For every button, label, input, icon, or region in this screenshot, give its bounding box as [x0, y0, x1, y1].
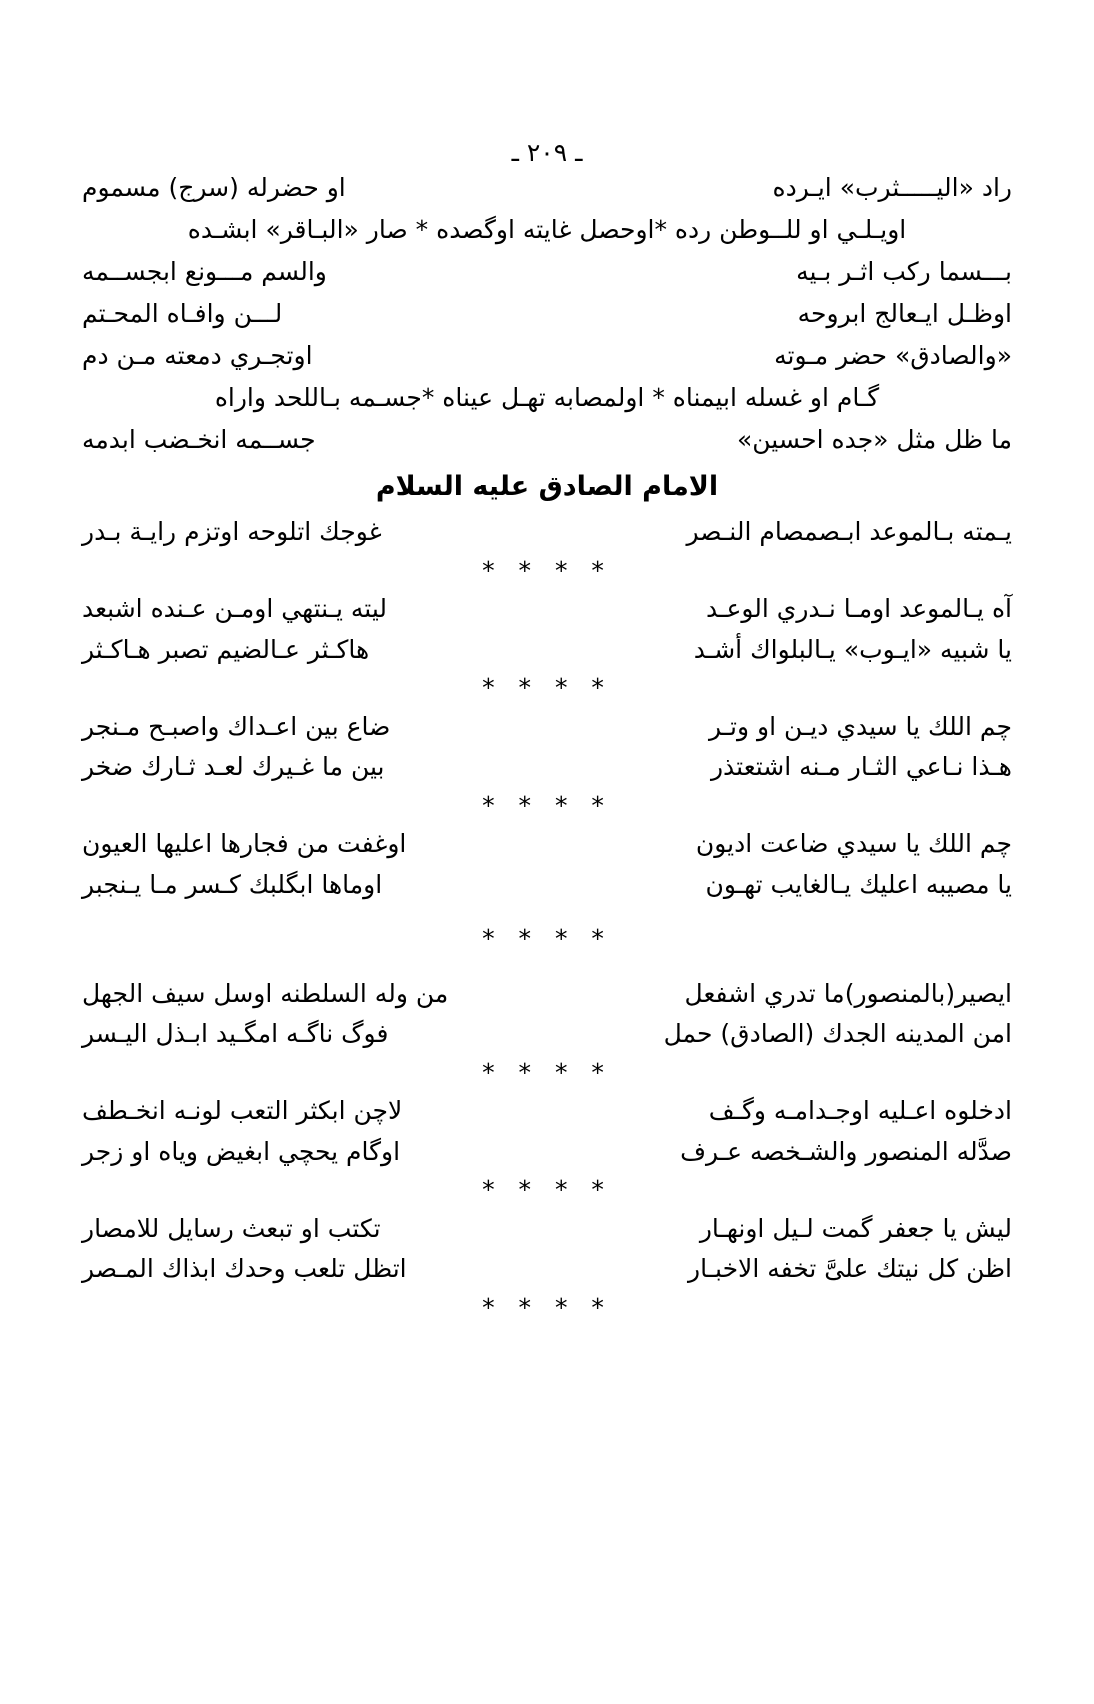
hemistich-right: بـــسما ركب اثـر بـيه: [796, 257, 1012, 286]
hemistich-right: يا مصيبه اعليك يـالغايب تهـون: [705, 869, 1012, 899]
hemistich-left: بين ما غـيرك لعـد ثـارك ضخر: [82, 752, 385, 781]
stars-separator: * * * *: [482, 673, 612, 702]
hemistich-right: اوظـل ايـعالج ابروحه: [797, 299, 1012, 328]
hemistich-left: ليته يـنتهي اومـن عـنده اشبعد: [82, 594, 388, 623]
verse-line: [82, 1209, 1012, 1250]
hemistich-right: يـمته بـالموعد ابـصمصام النـصر: [686, 517, 1012, 546]
stars-separator: * * * *: [482, 1057, 612, 1087]
hemistich-right: راد «اليـــــثرب» ايـرده: [772, 173, 1012, 202]
main-poem-block: [82, 512, 1012, 1324]
verse-line: [82, 1249, 1012, 1290]
hemistich-left: والسم مـــونع ابجســمه: [82, 257, 327, 286]
verse-group: [82, 1209, 1012, 1325]
stars-separator: * * * *: [482, 555, 612, 585]
page: [0, 138, 1094, 1704]
verse-group: [82, 1091, 1012, 1207]
verse-group: [82, 974, 1012, 1090]
verse-group: [82, 512, 1012, 587]
hemistich-right: امن المدينه الجدك (الصادق) حمل: [663, 1019, 1012, 1048]
top-poem-block: [82, 167, 1012, 461]
hemistich-right: ما ظل مثل «جده احسين»: [736, 425, 1012, 454]
stars-separator: * * * *: [482, 1175, 612, 1204]
hemistich-right: ليش يا جعفر گمت لـيل اونهـار: [699, 1213, 1012, 1243]
hemistich-left: جســمه انخـضب ابدمه: [82, 425, 316, 454]
verse-line: [82, 824, 1012, 865]
hemistich-left: من وله السلطنه اوسل سيف الجهل: [82, 978, 449, 1008]
hemistich-right: چم اللك يا سيدي ديـن او وتـر: [708, 711, 1012, 741]
hemistich-left: اتظل تلعب وحدك ابذاك المـصر: [82, 1254, 407, 1283]
verse-line: [82, 865, 1012, 906]
stars-separator: * * * *: [482, 790, 612, 820]
hemistich-right: ادخلوه اعـليه اوجـدامـه وگـف: [708, 1096, 1012, 1125]
verse-group: [82, 824, 1012, 956]
hemistich-left: لـــن وافـاه المحـتم: [82, 299, 283, 328]
verse-line: [82, 419, 1012, 461]
verse-line: [82, 167, 1012, 209]
hemistich-right: صدَّله المنصور والشـخصه عـرف: [680, 1136, 1012, 1166]
hemistich-right: آه يـالموعد اومـا نـدري الوعـد: [706, 594, 1012, 623]
hemistich-left: اوگام يحچي ابغيض وياه او زجر: [82, 1136, 401, 1166]
hemistich-right: اظن كل نيتك علىَّ تخفه الاخبـار: [688, 1254, 1012, 1283]
hemistich-right: «والصادق» حضر مـوته: [774, 341, 1012, 370]
verse-line: [82, 589, 1012, 630]
page-number: ـ ٢٠٩ ـ: [511, 138, 583, 167]
verse-line: [82, 335, 1012, 377]
section-title: الامام الصادق عليه السلام: [375, 471, 719, 502]
hemistich-left: اوغفت من فجارها اعليها العيون: [82, 829, 407, 858]
verse-line: [82, 1014, 1012, 1055]
verse-line: [82, 512, 1012, 553]
verse-line: [82, 1091, 1012, 1132]
verse-line-full: [82, 377, 1012, 419]
hemistich-left: او حضرله (سرج) مسموم: [82, 173, 346, 202]
verse-group: [82, 707, 1012, 823]
verse-line: [82, 630, 1012, 671]
verse-line: [82, 251, 1012, 293]
verse-line: [82, 707, 1012, 748]
verse-line: [82, 1132, 1012, 1173]
verse-line: [82, 747, 1012, 788]
hemistich-left: لاچن ابكثر التعب لونـه انخـطف: [82, 1096, 403, 1125]
verse-group: [82, 589, 1012, 705]
verse-line: [82, 293, 1012, 335]
hemistich-left: غوجك اتلوحه اوتزم رايـة بـدر: [82, 517, 382, 546]
verse-line-full: [82, 209, 1012, 251]
hemistich-left: ضاع بين اعـداك واصبـح مـنجر: [82, 711, 391, 741]
hemistich-right: ايصير(بالمنصور)ما تدري اشفعل: [684, 978, 1012, 1008]
hemistich-left: فوگ ناگـه امگـيد ابـذل اليـسر: [82, 1019, 389, 1048]
verse-line: [82, 974, 1012, 1015]
verse-text: گـام او غسله ابيمناه * اولمصابه تهـل عيناه *جسـمه بـاللحد واراه: [214, 383, 880, 412]
hemistich-left: اوتجـري دمعته مـن دم: [82, 341, 313, 370]
stars-separator: * * * *: [482, 924, 612, 953]
hemistich-left: اوماها ابگلبك كـسر مـا يـنجبر: [82, 869, 383, 899]
hemistich-left: هاكـثر عـالضيم تصبر هـاكـثر: [82, 634, 370, 664]
hemistich-right: يا شبيه «ايـوب» يـالبلواك أشـد: [693, 634, 1012, 664]
stars-separator: * * * *: [482, 1292, 612, 1322]
hemistich-right: چم اللك يا سيدي ضاعت اديون: [695, 829, 1012, 858]
verse-text: اويـلـي او للــوطن رده *اوحصل غايته اوگصده * صار «البـاقر» ابشـده: [187, 215, 907, 244]
hemistich-left: تكتب او تبعث رسايل للامصار: [82, 1213, 381, 1243]
hemistich-right: هـذا نـاعي الثـار مـنه اشتعتذر: [710, 752, 1012, 781]
